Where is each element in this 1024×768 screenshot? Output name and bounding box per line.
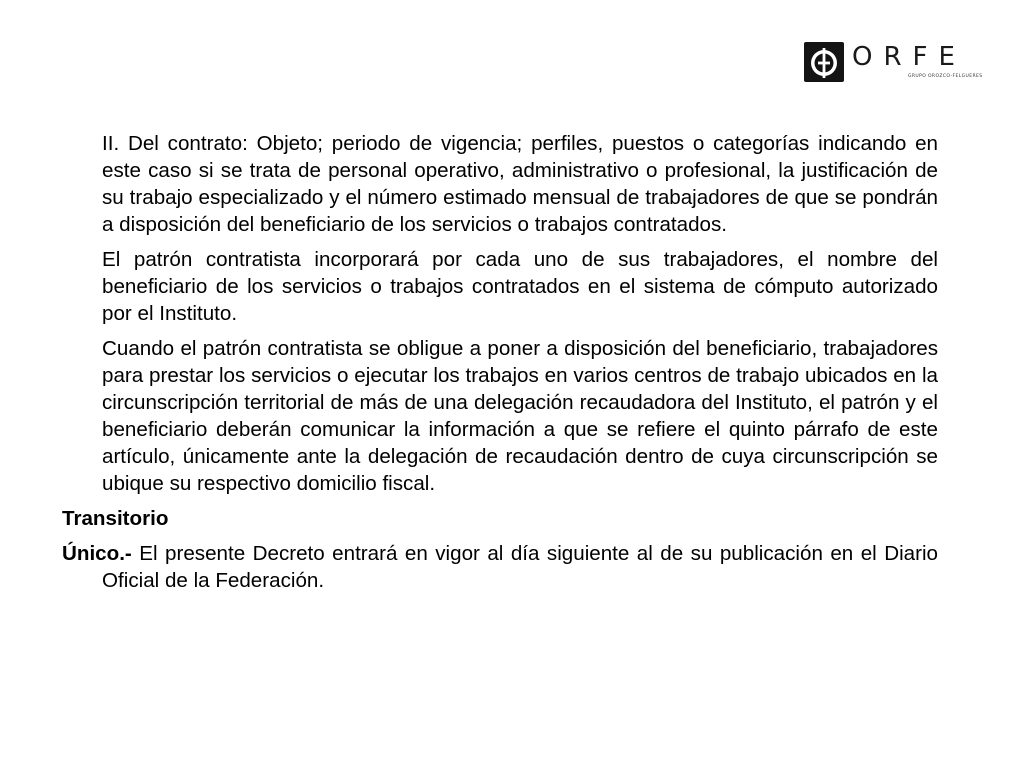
document-body (62, 130, 938, 594)
unico-label: Único.- (62, 542, 132, 565)
paragraph-contract-clause: II. Del contrato: Objeto; periodo de vigencia; perfiles, puestos o categorías indicando en este caso si se trata de personal operativo, administrativo o profesional, la justificación de su trabajo especializado y el número estimado mensual de trabajadores de que se pondrán a disposición del beneficiario de los servicios o trabajos contratados. (102, 132, 938, 236)
orfe-logo (804, 40, 983, 84)
logo-wordmark: ORFE (852, 42, 966, 72)
paragraph-employer-registration: El patrón contratista incorporará por cada uno de sus trabajadores, el nombre del beneficiario de los servicios o trabajos contratados en el sistema de cómputo autorizado por el Instituto. (102, 248, 938, 325)
orfe-emblem-icon (804, 42, 844, 82)
unico-text: El presente Decreto entrará en vigor al día siguiente al de su publicación en el Diario Oficial de la Federación. (102, 542, 938, 592)
transitorio-heading: Transitorio (62, 507, 169, 530)
logo-tagline: GRUPO OROZCO-FELGUERES (908, 74, 983, 79)
unico-article (62, 540, 938, 594)
paragraph-multiple-delegations: Cuando el patrón contratista se obligue a poner a disposición del beneficiario, trabajadores para prestar los servicios o ejecutar los trabajos en varios centros de trabajo ubicados en la circunscripción territorial de más de una delegación recaudadora del Instituto, el patrón y el beneficiario deberán comunicar la información a que se refiere el quinto párrafo de este artículo, únicamente ante la delegación de recaudación dentro de cuya circunscripción se ubique su respectivo domicilio fiscal. (102, 337, 938, 495)
